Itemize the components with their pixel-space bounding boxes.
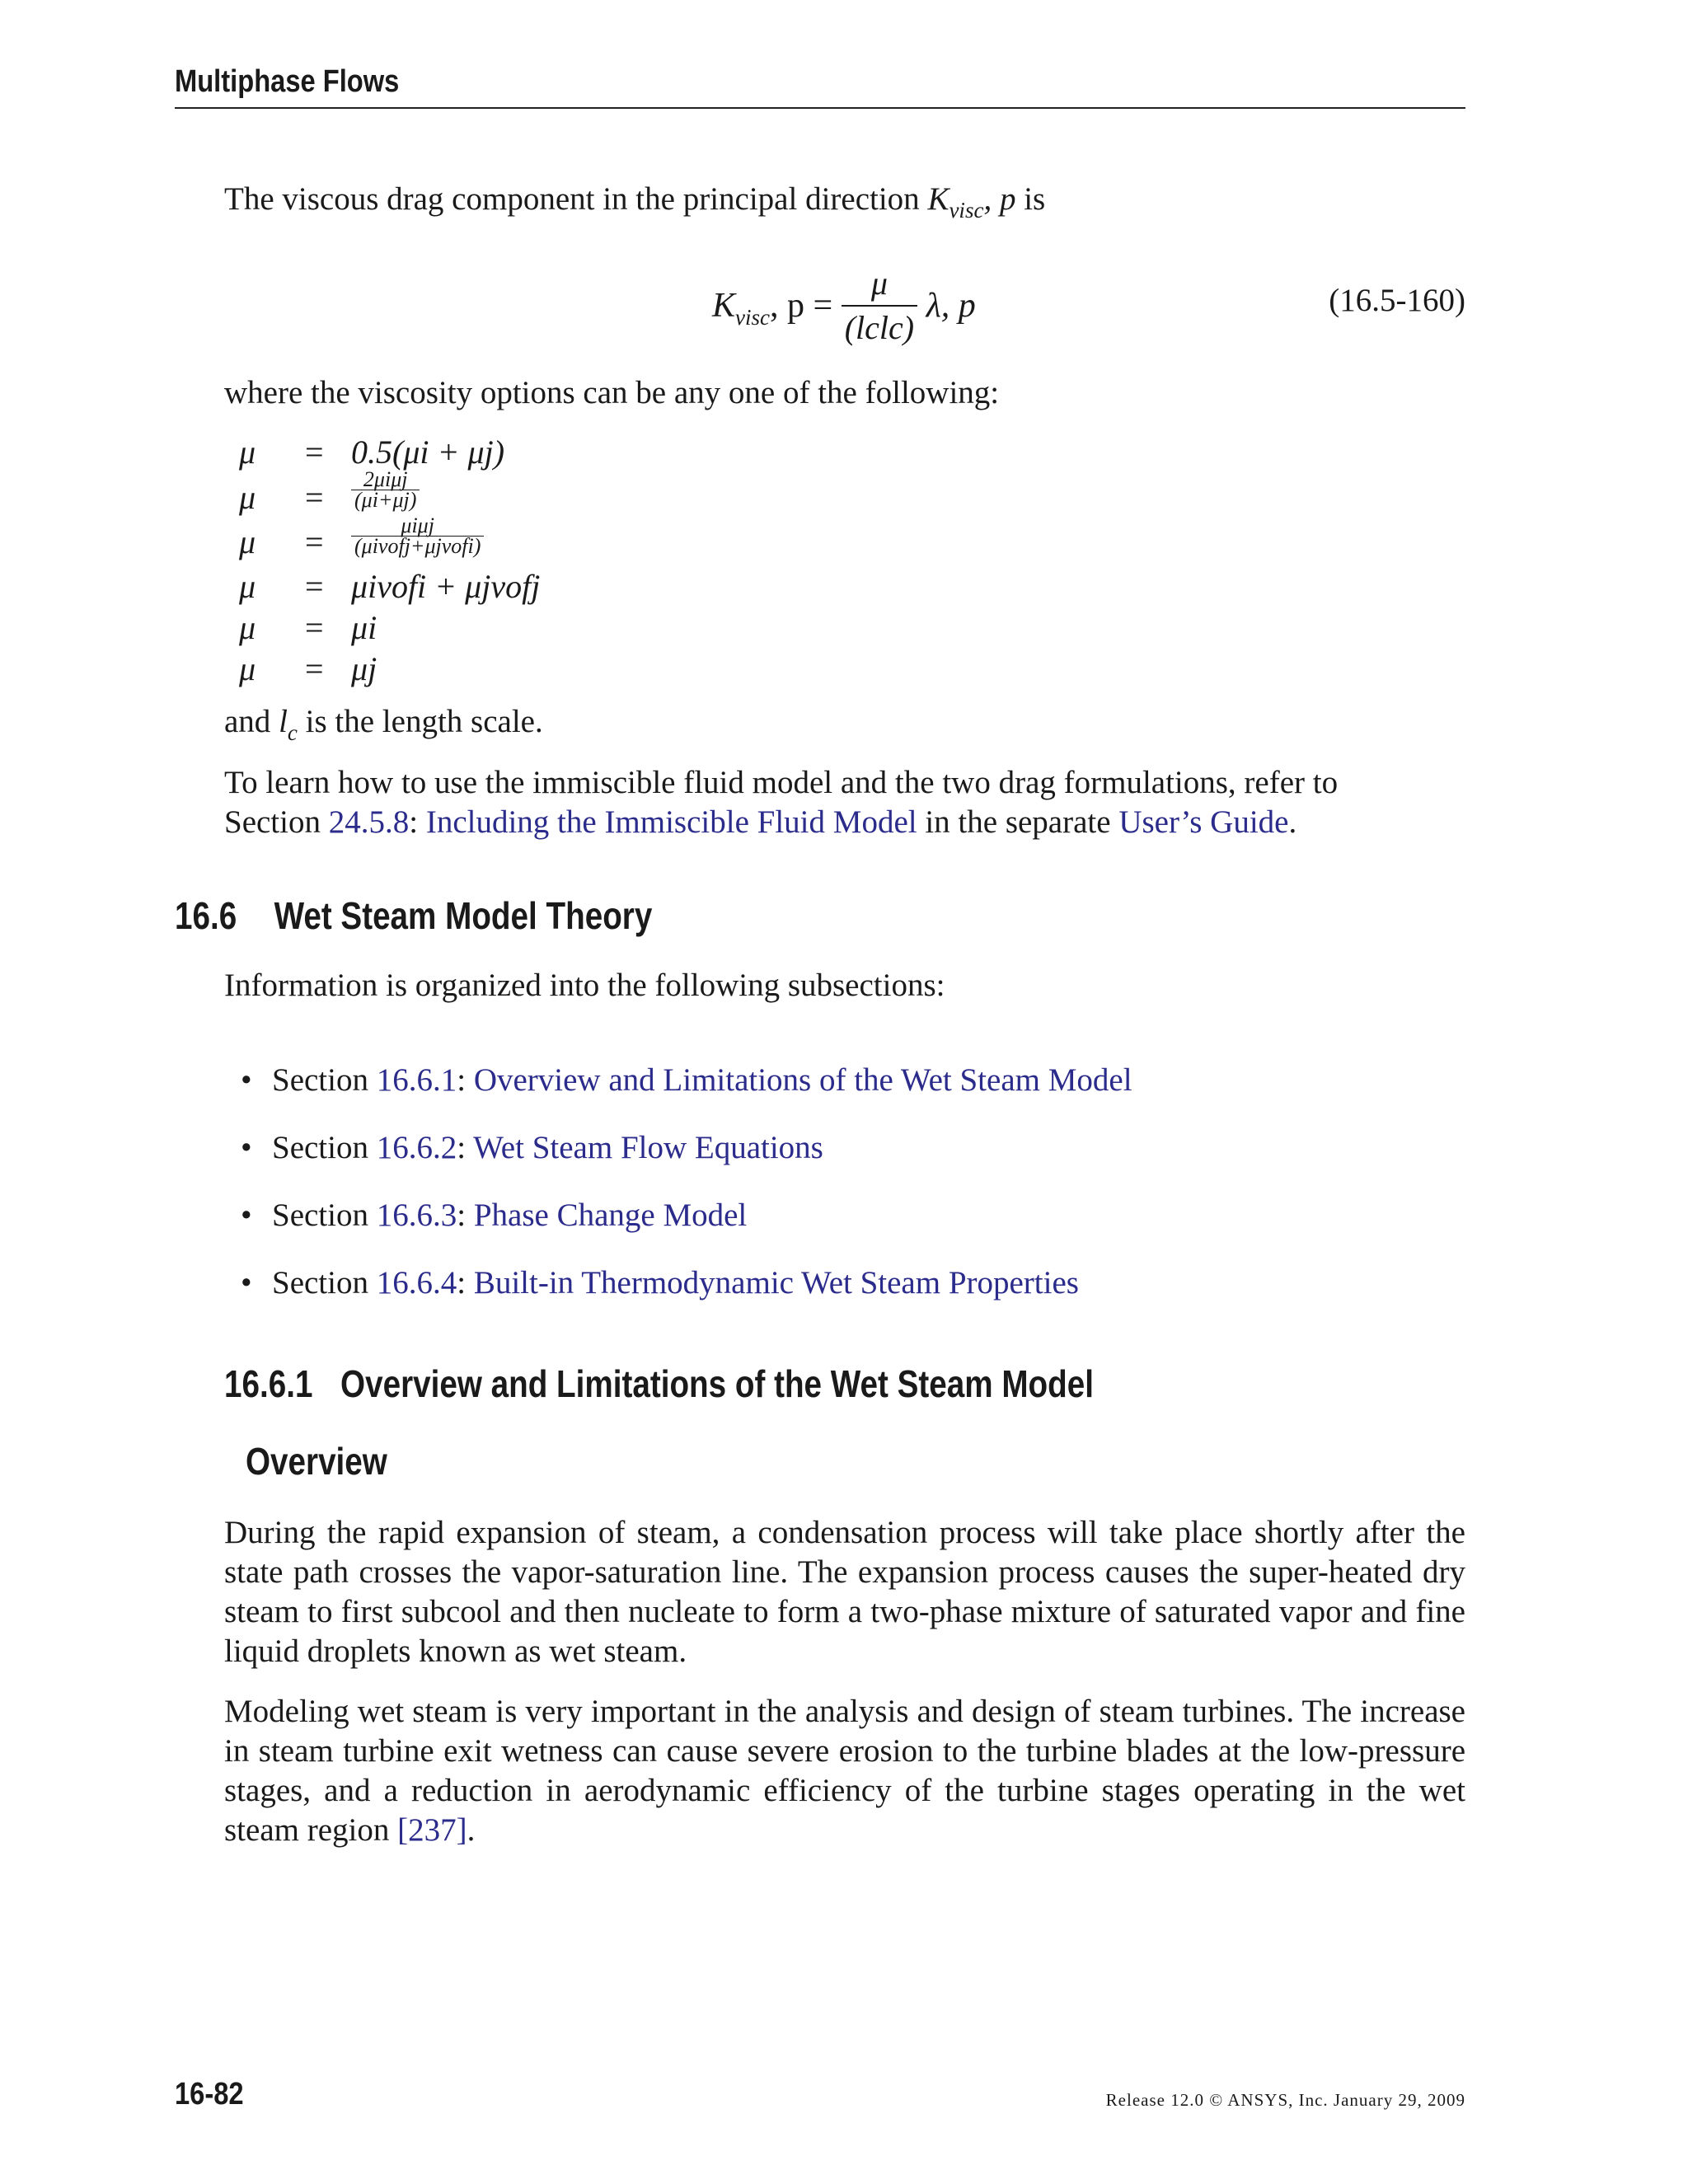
eq-numerator: μ	[870, 265, 888, 302]
item-prefix: Section	[272, 1062, 377, 1098]
option-lhs: μ	[239, 650, 256, 687]
wet-steam-paragraph-1: During the rapid expansion of steam, a condensation process will take place shortly after the state path crosses the vapor-saturation line. The expansion process causes the super-heated dry steam to first subcool and then nucleate to form a two-phase mixture of saturated vapor and fine liquid droplets known as wet steam.	[224, 1515, 1465, 1669]
immiscible-fluid-model-link[interactable]: Including the Immiscible Fluid Model	[425, 804, 917, 840]
header-rule	[175, 107, 1465, 109]
section-16-6-4-link[interactable]: 16.6.4	[376, 1265, 457, 1301]
section-number: 16.6	[175, 894, 237, 937]
bullet-icon: •	[241, 1265, 252, 1301]
item-prefix: Section	[272, 1197, 377, 1233]
option-eq: =	[305, 609, 324, 646]
equation-number: (16.5-160)	[1329, 283, 1465, 318]
section-prefix: Section	[224, 804, 329, 840]
phase-change-model-link[interactable]: Phase Change Model	[473, 1197, 748, 1233]
option-rhs: μivofi + μjvofj	[351, 568, 541, 605]
option-lhs: μ	[239, 523, 256, 560]
page-number: 16-82	[175, 2077, 244, 2111]
overview-limitations-link[interactable]: Overview and Limitations of the Wet Steam Model	[473, 1062, 1132, 1098]
option-eq: =	[305, 650, 324, 687]
ls-before: and	[224, 704, 279, 739]
section-16-6-1-link[interactable]: 16.6.1	[376, 1062, 457, 1098]
option-rhs: μi	[351, 609, 377, 646]
users-guide-link[interactable]: User’s Guide	[1118, 804, 1289, 840]
option-lhs: μ	[239, 568, 256, 605]
learn-middle: in the separate	[917, 804, 1119, 840]
running-header: Multiphase Flows	[175, 64, 400, 99]
wet-steam-flow-equations-link[interactable]: Wet Steam Flow Equations	[473, 1130, 823, 1165]
intro-end: is	[1015, 181, 1046, 217]
eq-denominator: (lclc)	[842, 305, 917, 349]
eq-lhs-rest: , p =	[770, 287, 833, 325]
learn-line1: To learn how to use the immiscible fluid model and the two drag formulations, refer to	[224, 765, 1339, 800]
section-heading-16-6-1	[224, 1361, 1094, 1406]
eq-lhs-k: K	[712, 287, 736, 325]
option-denominator: (μivofj+μjvofi)	[351, 536, 484, 556]
overview-subheading: Overview	[246, 1440, 387, 1483]
option-rhs: μj	[351, 650, 377, 687]
para2-text: Modeling wet steam is very important in the analysis and design of steam turbines. The increase in steam turbine exit wetness can cause severe erosion to the turbine blades at the low-pressure stages, and a reduction in aerodynamic efficiency of the turbine stages operating in the wet steam region	[224, 1694, 1465, 1848]
learn-end: .	[1288, 804, 1297, 840]
section-heading-16-6	[175, 893, 652, 938]
colon: :	[409, 804, 426, 840]
option-numerator: 2μiμj	[363, 467, 408, 491]
option-denominator: (μi+μj)	[351, 490, 420, 510]
section-24-5-8-link[interactable]: 24.5.8	[328, 804, 410, 840]
option-eq: =	[305, 434, 324, 471]
list-item: • Section 16.6.3: Phase Change Model	[241, 1197, 748, 1233]
bullet-icon: •	[241, 1197, 252, 1233]
eq-lhs-sub: visc	[735, 305, 770, 330]
var-l: l	[279, 704, 288, 739]
option-fraction	[351, 467, 420, 512]
section-title: Wet Steam Model Theory	[274, 894, 653, 937]
wet-steam-paragraph-2	[224, 1692, 1465, 1850]
option-lhs: μ	[239, 609, 256, 646]
option-rhs: 0.5(μi + μj)	[351, 434, 505, 471]
eq-rhs: λ, p	[926, 287, 976, 325]
option-eq: =	[305, 523, 324, 560]
section-16-6-2-link[interactable]: 16.6.2	[376, 1130, 457, 1165]
intro-text: The viscous drag component in the principal direction	[224, 181, 928, 217]
viscosity-intro: where the viscosity options can be any one of the following:	[224, 375, 1000, 410]
sub-visc: visc	[949, 198, 984, 223]
equation-16-5-160	[712, 262, 976, 349]
ls-after: is the length scale.	[297, 704, 543, 739]
sub-c: c	[287, 720, 298, 745]
item-prefix: Section	[272, 1130, 377, 1165]
drag-intro-text	[224, 180, 1465, 223]
section-title: Overview and Limitations of the Wet Steam Model	[340, 1362, 1094, 1405]
var-p: , p	[983, 181, 1016, 217]
item-prefix: Section	[272, 1265, 377, 1301]
list-item: • Section 16.6.4: Built-in Thermodynamic Wet Steam Properties	[241, 1265, 1079, 1301]
eq-fraction	[842, 262, 917, 349]
list-item: • Section 16.6.2: Wet Steam Flow Equations	[241, 1130, 823, 1165]
option-lhs: μ	[239, 479, 256, 516]
length-scale-text	[224, 702, 1465, 745]
bullet-icon: •	[241, 1130, 252, 1165]
thermodynamic-properties-link[interactable]: Built-in Thermodynamic Wet Steam Properties	[473, 1265, 1079, 1301]
section-16-6-3-link[interactable]: 16.6.3	[376, 1197, 457, 1233]
citation-237-link[interactable]: [237]	[397, 1812, 467, 1848]
section-number: 16.6.1	[224, 1362, 313, 1405]
option-lhs: μ	[239, 434, 256, 471]
option-numerator: μiμj	[401, 513, 434, 537]
bullet-icon: •	[241, 1062, 252, 1098]
option-eq: =	[305, 479, 324, 516]
option-eq: =	[305, 568, 324, 605]
option-fraction	[351, 513, 484, 558]
var-k: K	[927, 181, 950, 217]
para2-end: .	[467, 1812, 476, 1848]
list-item: • Section 16.6.1: Overview and Limitations of the Wet Steam Model	[241, 1062, 1132, 1098]
subsections-intro: Information is organized into the following subsections:	[224, 968, 945, 1003]
learn-more-paragraph	[224, 763, 1465, 842]
release-info: Release 12.0 © ANSYS, Inc. January 29, 2009	[1105, 2090, 1465, 2110]
